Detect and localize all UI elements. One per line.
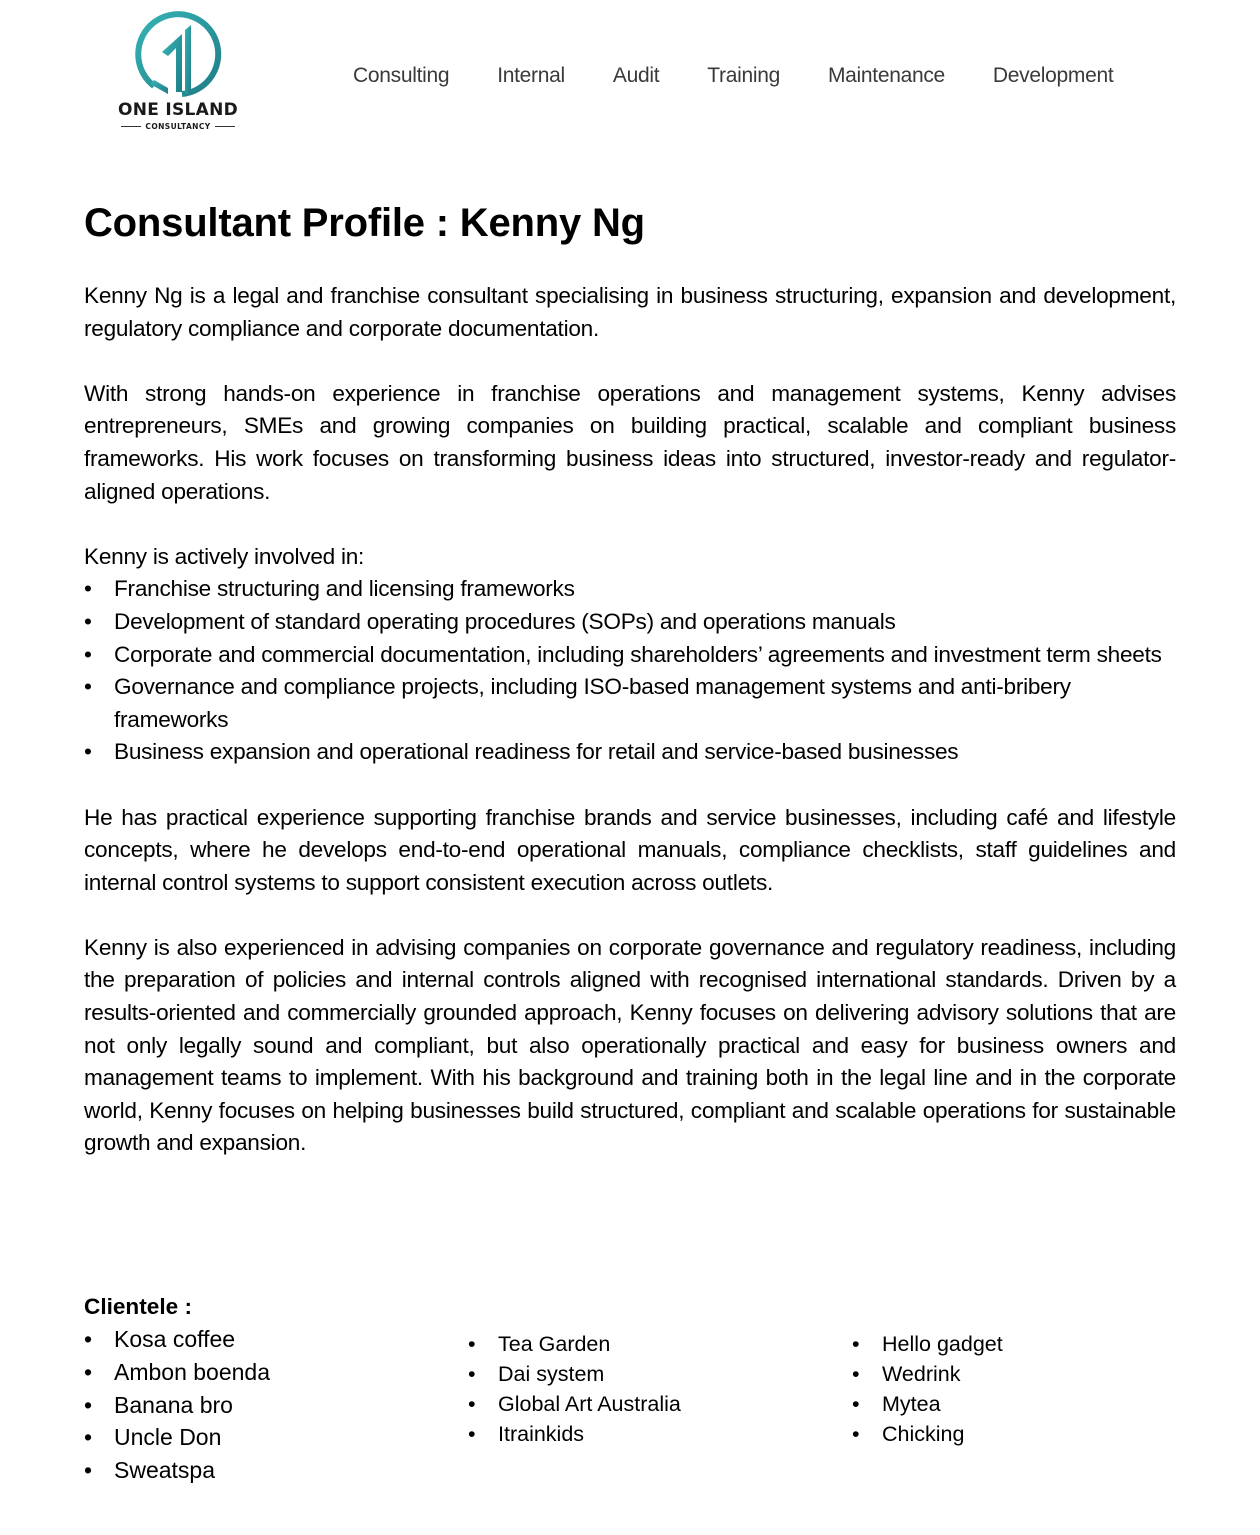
bullet-icon: • bbox=[84, 1326, 93, 1352]
brand-tagline-row bbox=[112, 122, 244, 131]
client-item: • Wedrink bbox=[852, 1359, 1003, 1389]
bullet-icon: • bbox=[84, 1358, 93, 1385]
brand-logo[interactable] bbox=[112, 8, 244, 136]
client-item: • Itrainkids bbox=[468, 1419, 681, 1449]
bullet-icon: • bbox=[852, 1332, 860, 1356]
bullet-icon: • bbox=[852, 1392, 860, 1416]
practical-experience-paragraph: He has practical experience supporting franchise brands and service businesses, including café and lifestyle concepts, where he develops end-to-end operational manuals, compliance checklists, staff guidelines and internal control systems to support consistent execution across outlets. bbox=[84, 804, 1176, 895]
client-item: • Global Art Australia bbox=[468, 1389, 681, 1419]
list-item: • Development of standard operating procedures (SOPs) and operations manuals bbox=[84, 606, 1176, 639]
bullet-icon: • bbox=[84, 674, 92, 700]
brand-tagline: CONSULTANCY bbox=[145, 122, 211, 131]
nav-training[interactable]: Training bbox=[707, 64, 780, 87]
nav-development[interactable]: Development bbox=[992, 64, 1114, 87]
tagline-rule-left bbox=[121, 126, 141, 127]
client-item: • Banana bro bbox=[84, 1389, 270, 1422]
list-item: • Franchise structuring and licensing frameworks bbox=[84, 573, 1176, 606]
bullet-icon: • bbox=[468, 1392, 476, 1416]
client-item: • Mytea bbox=[852, 1389, 1003, 1419]
bullet-icon: • bbox=[84, 739, 92, 765]
client-item: • Uncle Don bbox=[84, 1421, 270, 1454]
client-item: • Dai system bbox=[468, 1359, 681, 1389]
clientele-columns bbox=[84, 1323, 1176, 1493]
bullet-icon: • bbox=[468, 1332, 476, 1356]
nav-maintenance[interactable]: Maintenance bbox=[827, 64, 945, 87]
client-item: • Ambon boenda bbox=[84, 1356, 270, 1389]
bullet-icon: • bbox=[84, 576, 92, 602]
bullet-icon: • bbox=[84, 1457, 93, 1484]
brand-name: ONE ISLAND bbox=[117, 100, 239, 120]
closing-paragraph: Kenny is also experienced in advising companies on corporate governance and regulatory readiness, including the preparation of policies and internal controls aligned with recognised international standards. Driven by a results-oriented and commercially grounded approach, Kenny focuses on delivering advisory solutions that are not only legally sound and compliant, but also operationally practical and easy for business owners and management teams to implement. With his background and training both in the legal line and in the corporate world, Kenny focuses on helping businesses build structured, compliant and scalable operations for sustainable growth and expansion. bbox=[84, 934, 1176, 1156]
bullet-icon: • bbox=[84, 608, 92, 634]
clientele-column-2 bbox=[468, 1329, 681, 1449]
involvement-intro: Kenny is actively involved in: bbox=[84, 543, 365, 569]
intro-paragraph: Kenny Ng is a legal and franchise consultant specialising in business structuring, expansion and development, regulatory compliance and corporate documentation. bbox=[84, 283, 1176, 341]
bullet-icon: • bbox=[852, 1422, 860, 1446]
client-item: • Chicking bbox=[852, 1419, 1003, 1449]
nav-audit[interactable]: Audit bbox=[612, 64, 660, 87]
list-item: • Governance and compliance projects, including ISO-based management systems and anti-bribery frameworks bbox=[84, 671, 1176, 736]
client-item: • Sweatspa bbox=[84, 1454, 270, 1487]
involvement-list bbox=[84, 573, 1176, 769]
bullet-icon: • bbox=[852, 1362, 860, 1386]
page-header bbox=[0, 0, 1260, 150]
profile-body bbox=[84, 280, 1176, 1160]
bullet-icon: • bbox=[84, 1424, 93, 1451]
clientele-column-1 bbox=[84, 1323, 270, 1487]
tagline-rule-right bbox=[215, 126, 235, 127]
nav-internal[interactable]: Internal bbox=[497, 64, 565, 87]
client-item: • Tea Garden bbox=[468, 1329, 681, 1359]
profile-content bbox=[84, 196, 1176, 1160]
bullet-icon: • bbox=[468, 1422, 476, 1446]
list-item: • Corporate and commercial documentation, including shareholders’ agreements and investment term sheets bbox=[84, 639, 1176, 672]
client-item: • Kosa coffee bbox=[84, 1323, 270, 1356]
experience-summary-paragraph: With strong hands-on experience in franchise operations and management systems, Kenny advises entrepreneurs, SMEs and growing companies on building practical, scalable and compliant business frameworks. His work focuses on transforming business ideas into structured, investor-ready and regulator-aligned operations. bbox=[84, 380, 1176, 504]
bullet-icon: • bbox=[84, 1391, 93, 1418]
nav-consulting[interactable]: Consulting bbox=[353, 64, 450, 87]
main-nav bbox=[353, 64, 1113, 88]
clientele-section bbox=[84, 1291, 1176, 1493]
one-island-logo-icon bbox=[132, 8, 224, 100]
bullet-icon: • bbox=[84, 641, 92, 667]
client-item: • Hello gadget bbox=[852, 1329, 1003, 1359]
list-item: • Business expansion and operational readiness for retail and service-based businesses bbox=[84, 736, 1176, 769]
page-title: Consultant Profile : Kenny Ng bbox=[84, 201, 645, 245]
clientele-column-3 bbox=[852, 1329, 1003, 1449]
clientele-title: Clientele : bbox=[84, 1294, 192, 1319]
bullet-icon: • bbox=[468, 1362, 476, 1386]
